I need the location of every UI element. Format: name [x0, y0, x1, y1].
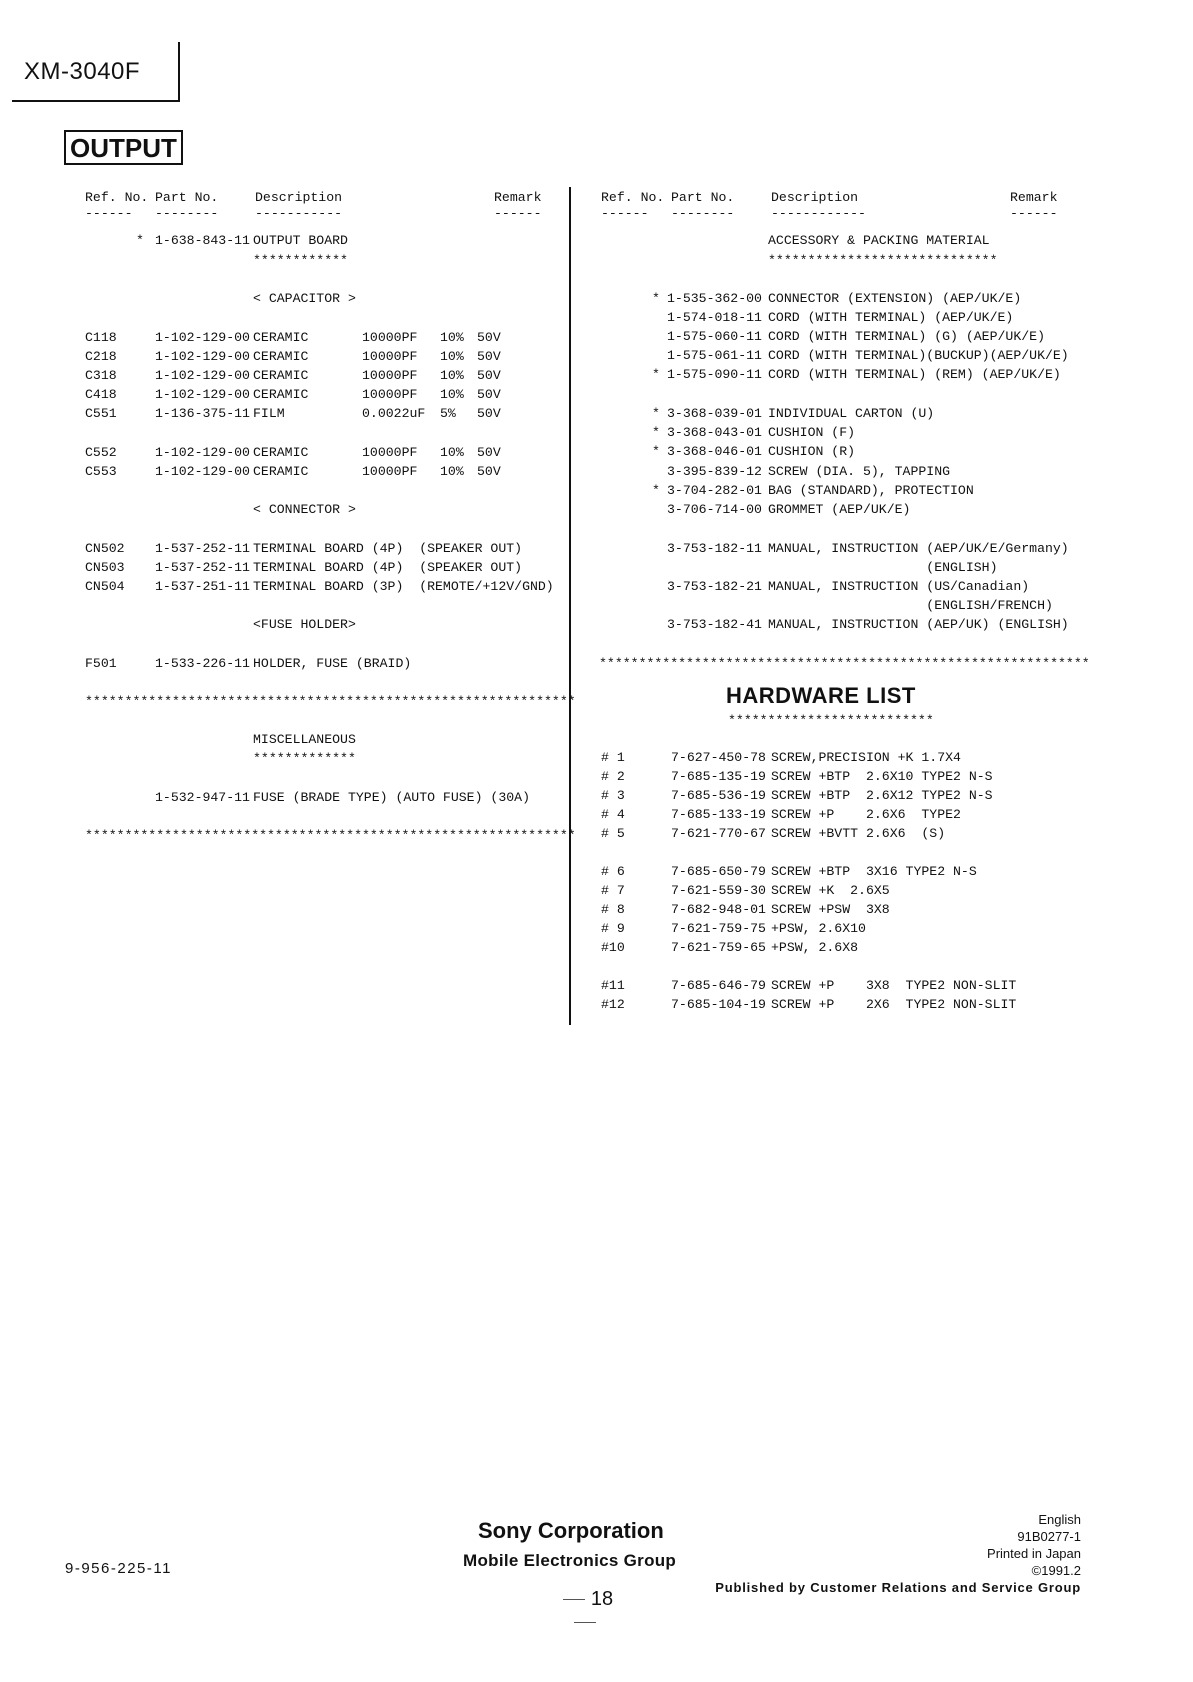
left-row-full: **************************************************************	[85, 828, 576, 843]
right-row-desc: MANUAL, INSTRUCTION (US/Canadian)	[768, 579, 1030, 594]
right-row-desc: *****************************	[768, 253, 998, 268]
right-row	[0, 541, 1100, 557]
left-row-desc: *************	[253, 751, 356, 766]
right-row-star: *	[652, 367, 660, 382]
hardware-row	[0, 826, 1100, 842]
hardware-row-desc: SCREW +PSW 3X8	[771, 902, 890, 917]
left-header-dash-ref: ------	[85, 206, 133, 221]
right-row-part: 3-753-182-41	[667, 617, 762, 632]
right-row-full: **************************************************************	[599, 656, 1090, 671]
left-row-part: 1-537-252-11	[155, 541, 250, 556]
right-row-part: 3-395-839-12	[667, 464, 762, 479]
left-row-ref: C218	[85, 349, 117, 364]
hardware-row-ref: # 2	[601, 769, 625, 784]
right-row-star: *	[652, 291, 660, 306]
right-header-part: Part No.	[671, 190, 735, 205]
right-row-part: 3-368-039-01	[667, 406, 762, 421]
right-row	[0, 502, 1100, 518]
left-row-part: 1-136-375-11	[155, 406, 250, 421]
hardware-row-desc: SCREW +BVTT 2.6X6 (S)	[771, 826, 946, 841]
hardware-row-ref: # 5	[601, 826, 625, 841]
left-row-desc: HOLDER, FUSE (BRAID)	[253, 656, 412, 671]
right-header-remark: Remark	[1010, 190, 1058, 205]
hardware-row-part: 7-621-559-30	[671, 883, 766, 898]
footer-copyright: ©1991.2	[1031, 1563, 1081, 1578]
right-row	[0, 617, 1100, 633]
left-row-part: 1-102-129-00	[155, 368, 250, 383]
right-row-desc: INDIVIDUAL CARTON (U)	[768, 406, 935, 421]
left-row-part: 1-102-129-00	[155, 445, 250, 460]
left-row-value: 10000PF	[362, 349, 418, 364]
company-group: Mobile Electronics Group	[463, 1551, 677, 1570]
left-row-star: *	[136, 233, 144, 248]
left-row-tol: 5%	[440, 406, 456, 421]
left-row-part: 1-638-843-11	[155, 233, 250, 248]
left-header-remark: Remark	[494, 190, 542, 205]
right-row-part: 1-574-018-11	[667, 310, 762, 325]
left-row-tol: 10%	[440, 330, 464, 345]
right-row-star: *	[652, 406, 660, 421]
hardware-row-desc: SCREW +P 2X6 TYPE2 NON-SLIT	[771, 997, 1017, 1012]
left-row-ref: C551	[85, 406, 117, 421]
right-row-desc: (ENGLISH)	[768, 560, 998, 575]
left-row-part: 1-102-129-00	[155, 349, 250, 364]
hardware-row-desc: SCREW +BTP 2.6X12 TYPE2 N-S	[771, 788, 993, 803]
right-row-star: *	[652, 483, 660, 498]
hardware-row	[0, 940, 1100, 956]
hardware-row-desc: SCREW +BTP 2.6X10 TYPE2 N-S	[771, 769, 993, 784]
left-row-value: 10000PF	[362, 330, 418, 345]
right-row-desc: BAG (STANDARD), PROTECTION	[768, 483, 974, 498]
right-row-part: 3-368-043-01	[667, 425, 762, 440]
left-row-value: 0.0022uF	[362, 406, 426, 421]
right-row	[0, 406, 1100, 422]
left-row-desc: < CONNECTOR >	[253, 502, 356, 517]
left-row-full: **************************************************************	[85, 694, 576, 709]
hardware-row-ref: #10	[601, 940, 625, 955]
left-row-part: 1-537-251-11	[155, 579, 250, 594]
left-row-part: 1-532-947-11	[155, 790, 250, 805]
hardware-row-part: 7-627-450-78	[671, 750, 766, 765]
hardware-list-title: HARDWARE LIST	[726, 683, 916, 708]
right-row	[0, 656, 1100, 672]
hardware-row-desc: SCREW,PRECISION +K 1.7X4	[771, 750, 961, 765]
left-row-desc: FILM	[253, 406, 285, 421]
right-row-desc: CORD (WITH TERMINAL) (AEP/UK/E)	[768, 310, 1014, 325]
hardware-row-ref: # 4	[601, 807, 625, 822]
right-row-desc: SCREW (DIA. 5), TAPPING	[768, 464, 951, 479]
document-number: 9-956-225-11	[65, 1560, 172, 1577]
right-row-part: 1-535-362-00	[667, 291, 762, 306]
right-row-star: *	[652, 425, 660, 440]
model-title: XM-3040F	[24, 58, 141, 85]
right-header-dash-part: --------	[671, 206, 735, 221]
left-row	[0, 387, 570, 403]
left-row-ref: C318	[85, 368, 117, 383]
left-row-desc: TERMINAL BOARD (4P) (SPEAKER OUT)	[253, 541, 523, 556]
hardware-row-part: 7-685-104-19	[671, 997, 766, 1012]
right-row-star: *	[652, 444, 660, 459]
right-row	[0, 560, 1100, 576]
hardware-row-desc: SCREW +BTP 3X16 TYPE2 N-S	[771, 864, 977, 879]
right-row	[0, 253, 1100, 269]
right-header-dash-desc: ------------	[771, 206, 866, 221]
right-row-desc: CUSHION (F)	[768, 425, 856, 440]
page-number-value: 18	[590, 1588, 614, 1610]
left-row-desc: TERMINAL BOARD (4P) (SPEAKER OUT)	[253, 560, 523, 575]
left-row-ref: C118	[85, 330, 117, 345]
hardware-row	[0, 750, 1100, 766]
left-row-value: 10000PF	[362, 387, 418, 402]
right-row	[0, 291, 1100, 307]
left-row-part: 1-533-226-11	[155, 656, 250, 671]
right-row	[0, 483, 1100, 499]
right-row-desc: CONNECTOR (EXTENSION) (AEP/UK/E)	[768, 291, 1022, 306]
left-row-volt: 50V	[477, 368, 501, 383]
left-row-volt: 50V	[477, 445, 501, 460]
right-row	[0, 348, 1100, 364]
left-row-tol: 10%	[440, 445, 464, 460]
hardware-row-desc: SCREW +P 2.6X6 TYPE2	[771, 807, 961, 822]
hardware-row	[0, 883, 1100, 899]
left-row-desc: CERAMIC	[253, 464, 309, 479]
left-row-volt: 50V	[477, 349, 501, 364]
left-row-desc: CERAMIC	[253, 445, 309, 460]
left-row-part: 1-537-252-11	[155, 560, 250, 575]
left-row-ref: C553	[85, 464, 117, 479]
footer-published: Published by Customer Relations and Service Group	[715, 1580, 1081, 1595]
company-name: Sony Corporation	[478, 1518, 664, 1543]
right-row	[0, 233, 1100, 249]
right-row	[0, 367, 1100, 383]
right-row-part: 1-575-060-11	[667, 329, 762, 344]
left-row-volt: 50V	[477, 387, 501, 402]
hardware-row-part: 7-685-536-19	[671, 788, 766, 803]
right-row-part: 3-753-182-11	[667, 541, 762, 556]
hardware-row	[0, 921, 1100, 937]
left-row-desc: ************	[253, 253, 348, 268]
hardware-list-underline: **************************	[728, 713, 934, 728]
hardware-row-part: 7-685-135-19	[671, 769, 766, 784]
page-number	[540, 1588, 630, 1634]
right-row-desc: MANUAL, INSTRUCTION (AEP/UK/E/Germany)	[768, 541, 1069, 556]
hardware-row	[0, 902, 1100, 918]
hardware-row	[0, 864, 1100, 880]
left-header-ref: Ref. No.	[85, 190, 149, 205]
left-row-desc: OUTPUT BOARD	[253, 233, 348, 248]
right-row-desc: MANUAL, INSTRUCTION (AEP/UK) (ENGLISH)	[768, 617, 1069, 632]
footer-printed: Printed in Japan	[987, 1546, 1081, 1561]
left-row-ref: CN503	[85, 560, 125, 575]
hardware-row-ref: # 9	[601, 921, 625, 936]
left-header-dash-desc: -----------	[255, 206, 343, 221]
hardware-row-ref: # 3	[601, 788, 625, 803]
hardware-row	[0, 788, 1100, 804]
left-row-value: 10000PF	[362, 445, 418, 460]
right-row	[0, 425, 1100, 441]
left-row-part: 1-102-129-00	[155, 330, 250, 345]
hardware-row-ref: # 8	[601, 902, 625, 917]
left-row-tol: 10%	[440, 464, 464, 479]
right-row	[0, 444, 1100, 460]
hardware-row	[0, 807, 1100, 823]
right-row-desc: CORD (WITH TERMINAL)(BUCKUP)(AEP/UK/E)	[768, 348, 1069, 363]
right-row	[0, 329, 1100, 345]
hardware-row-ref: #11	[601, 978, 625, 993]
left-row-desc: CERAMIC	[253, 349, 309, 364]
right-row-part: 1-575-090-11	[667, 367, 762, 382]
hardware-row-part: 7-685-646-79	[671, 978, 766, 993]
right-row-part: 3-704-282-01	[667, 483, 762, 498]
hardware-row-part: 7-621-759-65	[671, 940, 766, 955]
right-row-desc: CORD (WITH TERMINAL) (G) (AEP/UK/E)	[768, 329, 1045, 344]
left-header-dash-remark: ------	[494, 206, 542, 221]
section-title: OUTPUT	[64, 130, 183, 165]
hardware-row-desc: SCREW +K 2.6X5	[771, 883, 890, 898]
right-row-part: 3-706-714-00	[667, 502, 762, 517]
left-row-volt: 50V	[477, 464, 501, 479]
left-row-desc: < CAPACITOR >	[253, 291, 356, 306]
right-row-desc: ACCESSORY & PACKING MATERIAL	[768, 233, 990, 248]
right-row-part: 3-753-182-21	[667, 579, 762, 594]
right-row-part: 3-368-046-01	[667, 444, 762, 459]
right-row-desc: CORD (WITH TERMINAL) (REM) (AEP/UK/E)	[768, 367, 1061, 382]
hardware-row-desc: +PSW, 2.6X10	[771, 921, 866, 936]
left-row-desc: CERAMIC	[253, 330, 309, 345]
hardware-row-ref: # 6	[601, 864, 625, 879]
left-row-value: 10000PF	[362, 368, 418, 383]
left-row-volt: 50V	[477, 406, 501, 421]
left-row-part: 1-102-129-00	[155, 464, 250, 479]
left-row-desc: CERAMIC	[253, 368, 309, 383]
right-row	[0, 464, 1100, 480]
left-header-part: Part No.	[155, 190, 219, 205]
left-row-desc: FUSE (BRADE TYPE) (AUTO FUSE) (30A)	[253, 790, 530, 805]
hardware-row-ref: # 1	[601, 750, 625, 765]
left-row-ref: CN502	[85, 541, 125, 556]
left-row-ref: CN504	[85, 579, 125, 594]
hardware-row-desc: SCREW +P 3X8 TYPE2 NON-SLIT	[771, 978, 1017, 993]
hardware-row-part: 7-621-759-75	[671, 921, 766, 936]
hardware-row-part: 7-685-650-79	[671, 864, 766, 879]
right-header-dash-remark: ------	[1010, 206, 1058, 221]
hardware-row-ref: #12	[601, 997, 625, 1012]
hardware-row-part: 7-682-948-01	[671, 902, 766, 917]
hardware-row-part: 7-685-133-19	[671, 807, 766, 822]
right-row-desc: GROMMET (AEP/UK/E)	[768, 502, 911, 517]
hardware-row-desc: +PSW, 2.6X8	[771, 940, 859, 955]
left-row-ref: F501	[85, 656, 117, 671]
right-header-ref: Ref. No.	[601, 190, 665, 205]
hardware-row	[0, 769, 1100, 785]
left-row-tol: 10%	[440, 368, 464, 383]
left-row-volt: 50V	[477, 330, 501, 345]
left-row-ref: C418	[85, 387, 117, 402]
left-row-desc: <FUSE HOLDER>	[253, 617, 356, 632]
left-row	[0, 732, 570, 748]
left-row-desc: TERMINAL BOARD (3P) (REMOTE/+12V/GND)	[253, 579, 554, 594]
left-row-value: 10000PF	[362, 464, 418, 479]
left-header-dash-part: --------	[155, 206, 219, 221]
left-row	[0, 694, 576, 710]
left-header-desc: Description	[255, 190, 343, 205]
left-row-ref: C552	[85, 445, 117, 460]
hardware-row-part: 7-621-770-67	[671, 826, 766, 841]
right-row	[0, 579, 1100, 595]
left-row-part: 1-102-129-00	[155, 387, 250, 402]
left-row-tol: 10%	[440, 349, 464, 364]
right-row-desc: (ENGLISH/FRENCH)	[768, 598, 1053, 613]
hardware-row	[0, 997, 1100, 1013]
left-row-desc: MISCELLANEOUS	[253, 732, 356, 747]
hardware-row-ref: # 7	[601, 883, 625, 898]
right-header-dash-ref: ------	[601, 206, 649, 221]
left-row-desc: CERAMIC	[253, 387, 309, 402]
right-row-desc: CUSHION (R)	[768, 444, 856, 459]
right-header-desc: Description	[771, 190, 859, 205]
footer-code: 91B0277-1	[1017, 1529, 1081, 1544]
right-row-part: 1-575-061-11	[667, 348, 762, 363]
left-row-tol: 10%	[440, 387, 464, 402]
right-row	[0, 310, 1100, 326]
footer-language: English	[1038, 1512, 1081, 1527]
hardware-row	[0, 978, 1100, 994]
right-row	[0, 598, 1100, 614]
